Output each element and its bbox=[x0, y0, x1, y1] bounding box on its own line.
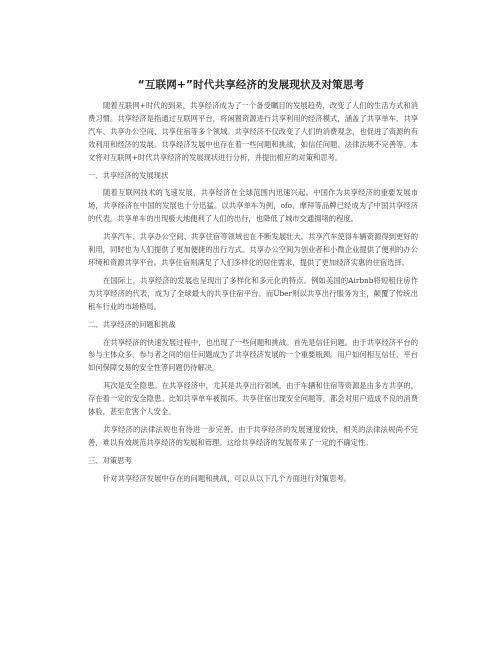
section2-paragraph-3: 共享经济的法律法规也有待进一步完善。由于共享经济的发展速度较快，相关的法律法规尚不完善，难以有效规范共享经济的发展和管理。这给共享经济的发展带来了一定的不确定性。 bbox=[88, 424, 418, 447]
section1-paragraph-2: 共享汽车、共享办公空间、共享住宿等领域也在不断发展壮大。共享汽车使得车辆资源得到更好的利用，同时也为人们提供了更加便捷的出行方式。共享办公空间为创业者和小微企业提供了便利的办公环境和资源共享平台。共享住宿则满足了人们多样化的居住需求，提供了更加经济实惠的住宿选择。 bbox=[88, 232, 418, 267]
document-title: “互联网+”时代共享经济的发展现状及对策思考 bbox=[137, 79, 365, 91]
section1-paragraph-3: 在国际上，共享经济的发展也呈现出了多样化和多元化的特点。例如美国的Airbnb将短租住房作为共享经济的代表，成为了全球最大的共享住宿平台。而Uber则以共享出行服务为主，颠覆了传统出租车行业的市场格局。 bbox=[88, 275, 418, 311]
section-heading-2: 二、共享经济的问题和挑战 bbox=[88, 319, 176, 329]
section-heading-1: 一、共享经济的发展现状 bbox=[88, 170, 169, 180]
section-heading-3: 三、对策思考 bbox=[88, 455, 132, 465]
section3-paragraph-1: 针对共享经济发展中存在的问题和挑战，可以从以下几个方面进行对策思考。 bbox=[103, 473, 352, 483]
intro-paragraph: 随着互联网+时代的到来，共享经济成为了一个备受瞩目的发展趋势，改变了人们的生活方式和消费习惯。共享经济是指通过互联网平台，将闲置资源进行共享利用的经济模式，涵盖了共享单车、共享汽车、共享办公空间、共享住宿等多个领域。共享经济不仅改变了人们的消费观念，也促进了资源的有效利用和经济的发展。共享经济发展中也存在着一些问题和挑战，如信任问题、法律法规不完善等。本文将对互联网+时代共享经济的发展现状进行分析，并提出相应的对策和思考。 bbox=[88, 101, 418, 162]
section2-paragraph-1: 在共享经济的快速发展过程中，也出现了一些问题和挑战。首先是信任问题。由于共享经济平台的参与主体众多，参与者之间的信任问题成为了共享经济发展的一个重要瓶颈。用户如何相互信任、平台如何保障交易的安全性等问题仍待解决。 bbox=[88, 337, 418, 373]
section1-paragraph-1: 随着互联网技术的飞速发展，共享经济在全球范围内迅速兴起。中国作为共享经济的重要发展市场，共享经济在中国的发展也十分迅猛。以共享单车为例，ofo、摩拜等品牌已经成为了中国共享经济的代表。共享单车的出现极大地便利了人们的出行，也降低了城市交通拥堵的程度。 bbox=[88, 188, 418, 224]
section2-paragraph-2: 其次是安全隐患。在共享经济中，尤其是共享出行领域，由于车辆和住宿等资源是由多方共享的，存在着一定的安全隐患。比如共享单车被损坏、共享住宿出现安全问题等，都会对用户造成不良的消费体验，甚至危害个人安全。 bbox=[88, 381, 418, 417]
document-body bbox=[88, 100, 418, 491]
